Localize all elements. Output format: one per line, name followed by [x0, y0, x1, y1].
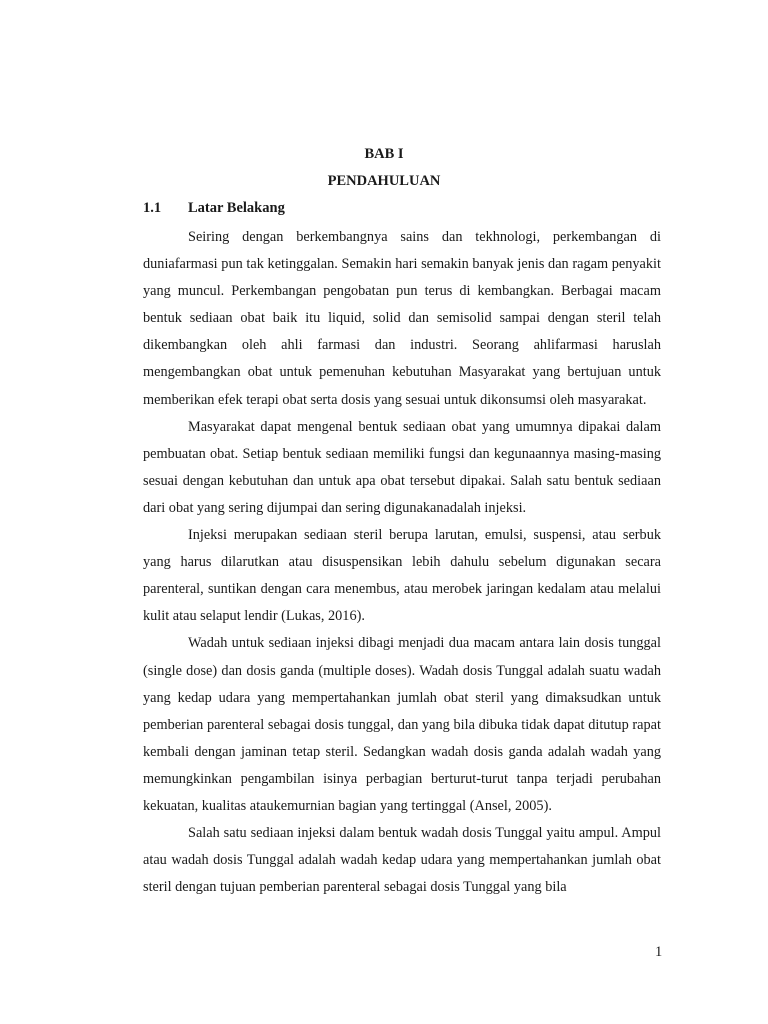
- section-number: 1.1: [143, 200, 162, 216]
- body-text: [143, 224, 661, 901]
- chapter-heading: BAB I: [364, 146, 404, 162]
- chapter-title: PENDAHULUAN: [327, 173, 441, 189]
- section-title: Latar Belakang: [188, 200, 285, 216]
- paragraph: Salah satu sediaan injeksi dalam bentuk wadah dosis Tunggal yaitu ampul. Ampul atau wadah dosis Tunggal adalah wadah kedap udara yang mempertahankan jumlah obat steril dengan tujuan pemberian parenteral sebagai dosis Tunggal yang bila: [143, 825, 661, 896]
- paragraph: Seiring dengan berkembangnya sains dan tekhnologi, perkembangan di duniafarmasi pun tak ketinggalan. Semakin hari semakin banyak jenis dan ragam penyakit yang muncul. Perkembangan pengobatan pun terus di kembangkan. Berbagai macam bentuk sediaan obat baik itu liquid, solid dan semisolid sampai dengan steril telah dikembangkan oleh ahli farmasi dan industri. Seorang ahlifarmasi haruslah mengembangkan obat untuk pemenuhan kebutuhan Masyarakat yang bertujuan untuk memberikan efek terapi obat serta dosis yang sesuai untuk dikonsumsi oleh masyarakat.: [143, 229, 661, 408]
- page-number: 1: [655, 944, 663, 960]
- paragraph: Injeksi merupakan sediaan steril berupa larutan, emulsi, suspensi, atau serbuk yang harus dilarutkan atau disuspensikan lebih dahulu sebelum digunakan secara parenteral, suntikan dengan cara menembus, atau merobek jaringan kedalam atau melalui kulit atau selaput lendir (Lukas, 2016).: [143, 527, 661, 625]
- paragraph: Masyarakat dapat mengenal bentuk sediaan obat yang umumnya dipakai dalam pembuatan obat. Setiap bentuk sediaan memiliki fungsi dan kegunaannya masing-masing sesuai dengan kebutuhan dan untuk apa obat tersebut dipakai. Salah satu bentuk sediaan dari obat yang sering dijumpai dan sering digunakanadalah injeksi.: [143, 418, 661, 516]
- paragraph: Wadah untuk sediaan injeksi dibagi menjadi dua macam antara lain dosis tunggal (single dose) dan dosis ganda (multiple doses). Wadah dosis Tunggal adalah suatu wadah yang kedap udara yang mempertahankan jumlah obat steril yang dimaksudkan untuk pemberian parenteral sebagai dosis tunggal, dan yang bila dibuka tidak dapat ditutup rapat kembali dengan jaminan tetap steril. Sedangkan wadah dosis ganda adalah wadah yang memungkinkan pengambilan isinya perbagian berturut-turut tanpa terjadi perubahan kekuatan, kualitas ataukemurnian bagian yang tertinggal (Ansel, 2005).: [143, 635, 661, 814]
- section-heading: [143, 200, 285, 217]
